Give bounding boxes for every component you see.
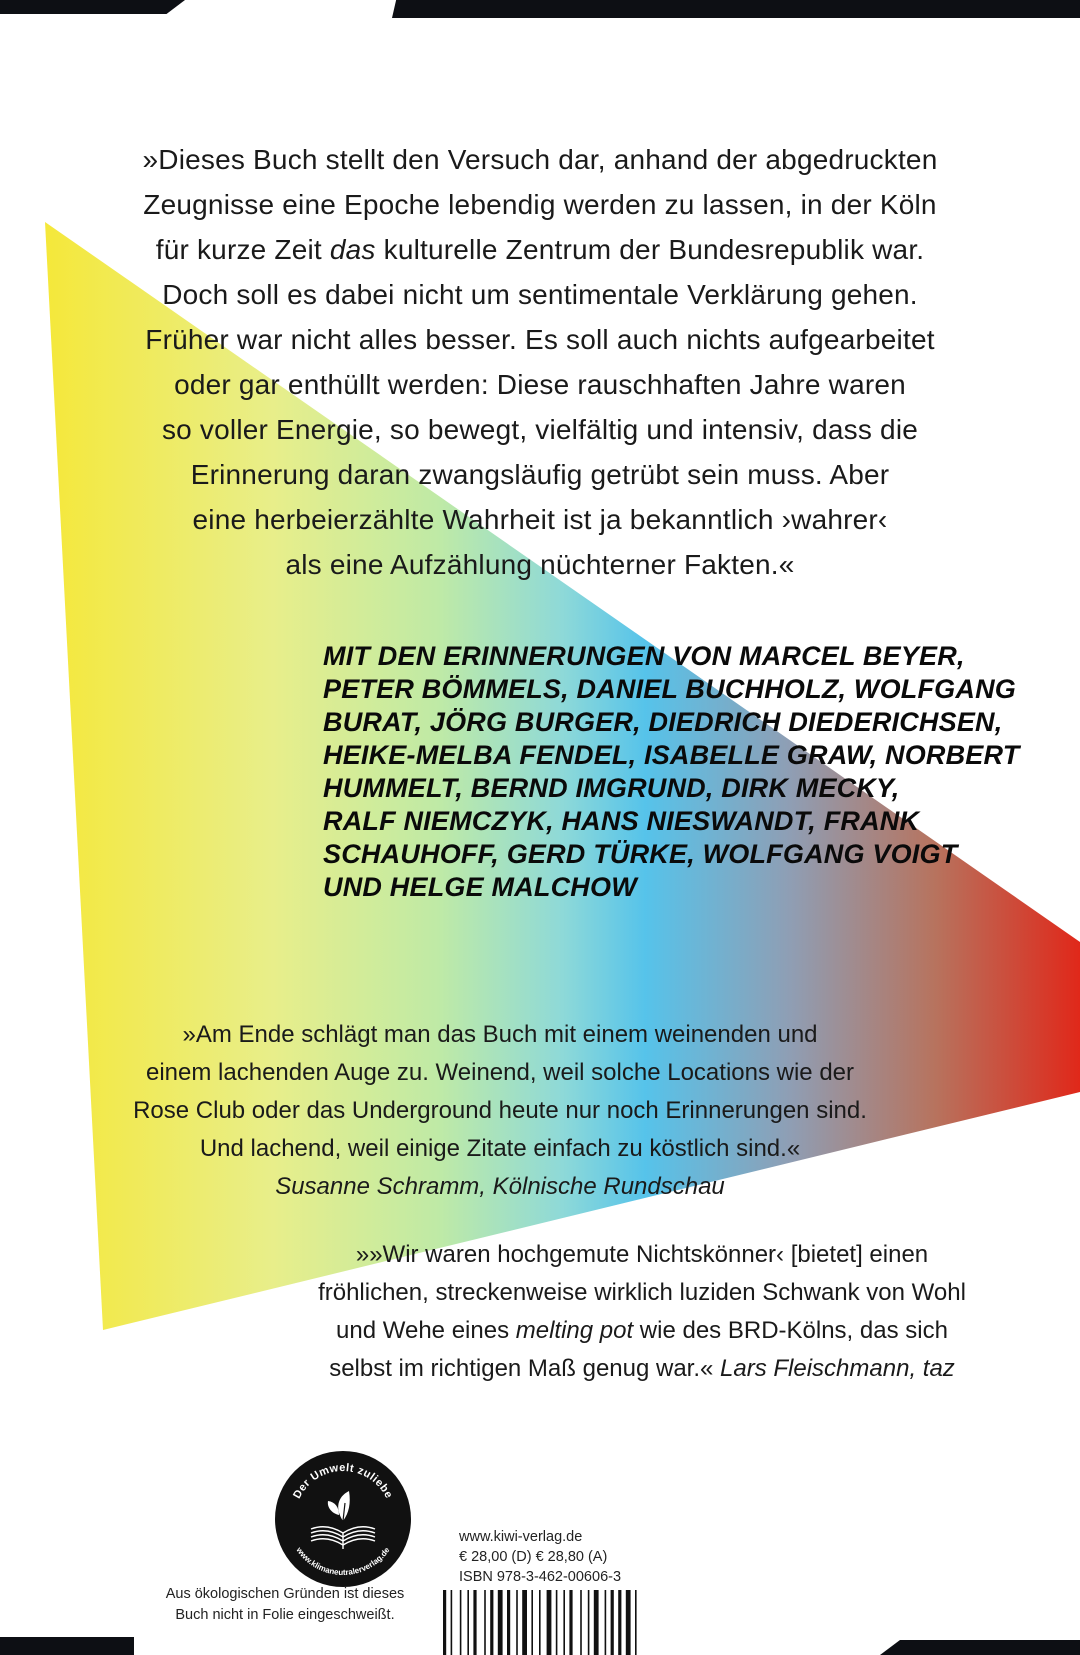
- barcode-bar: [467, 1590, 469, 1655]
- svg-text:www.klimaneutralerverlag.de: www.klimaneutralerverlag.de: [294, 1545, 392, 1578]
- climate-neutral-seal: [273, 1449, 413, 1589]
- quote-line: als eine Aufzählung nüchterner Fakten.«: [285, 549, 795, 580]
- barcode-bar: [635, 1590, 637, 1655]
- quote-line: Erinnerung daran zwangsläufig getrübt sein muss. Aber: [190, 459, 890, 490]
- price: € 28,00 (D) € 28,80 (A): [459, 1549, 608, 1565]
- review-fragment: selbst im richtigen Maß genug war.«: [329, 1355, 721, 1382]
- quote-line: »Dieses Buch stellt den Versuch dar, anhand der abgedruckten: [142, 144, 938, 175]
- barcode-bar: [451, 1590, 453, 1655]
- contributors-line: SCHAUHOFF, GERD TÜRKE, WOLFGANG VOIGT: [323, 839, 958, 869]
- contributors-line: RALF NIEMCZYK, HANS NIESWANDT, FRANK: [323, 806, 920, 836]
- barcode-bar: [611, 1590, 614, 1655]
- barcode-bar: [498, 1590, 503, 1655]
- review-line: [262, 1350, 1022, 1388]
- barcode-bar: [516, 1590, 518, 1655]
- contributors-line: HEIKE-MELBA FENDEL, ISABELLE GRAW, NORBERT: [323, 740, 1020, 770]
- contributors-line: MIT DEN ERINNERUNGEN VON MARCEL BEYER,: [323, 641, 965, 671]
- contributors-line: UND HELGE MALCHOW: [323, 872, 637, 902]
- quote-line: so voller Energie, so bewegt, vielfältig und intensiv, dass die: [161, 414, 919, 445]
- publisher-info: [459, 1527, 621, 1587]
- isbn: ISBN 978-3-462-00606-3: [459, 1569, 622, 1585]
- quote-line: eine herbeierzählte Wahrheit ist ja bekanntlich ›wahrer‹: [192, 504, 888, 535]
- review-taz: [262, 1236, 1022, 1388]
- barcode-bar: [594, 1590, 599, 1655]
- review-line: [262, 1312, 1022, 1350]
- review-line: »»Wir waren hochgemute Nichtskönner‹ [bietet] einen: [355, 1241, 929, 1268]
- barcode-bar: [473, 1590, 476, 1655]
- publisher-url: www.kiwi-verlag.de: [459, 1529, 583, 1545]
- barcode-bar: [626, 1590, 631, 1655]
- quote-line: [60, 227, 1020, 272]
- review-line: Rose Club oder das Underground heute nur noch Erinnerungen sind.: [133, 1097, 867, 1124]
- review-author: Lars Fleischmann, taz: [720, 1355, 955, 1382]
- review-line: »Am Ende schlägt man das Buch mit einem weinenden und: [182, 1021, 818, 1048]
- quote-fragment: kulturelle Zentrum der Bundesrepublik war.: [375, 234, 925, 265]
- quote-fragment: für kurze Zeit: [155, 234, 330, 265]
- quote-line: oder gar enthüllt werden: Diese rauschhaften Jahre waren: [174, 369, 906, 400]
- barcode-bar: [460, 1590, 462, 1655]
- barcode-bar: [563, 1590, 565, 1655]
- contributors-line: BURAT, JÖRG BURGER, DIEDRICH DIEDERICHSEN,: [323, 707, 1003, 737]
- seal-caption-line: Buch nicht in Folie eingeschweißt.: [175, 1607, 395, 1623]
- contributors-line: HUMMELT, BERND IMGRUND, DIRK MECKY,: [323, 773, 900, 803]
- barcode-bar: [443, 1590, 446, 1655]
- seal-caption: [150, 1584, 420, 1626]
- barcode-bar: [539, 1590, 541, 1655]
- barcode: [441, 1590, 681, 1655]
- barcode-bar: [580, 1590, 582, 1655]
- barcode-bar: [588, 1590, 590, 1655]
- contributors-list: [323, 640, 1043, 904]
- review-fragment: und Wehe eines: [336, 1317, 516, 1344]
- review-line: Und lachend, weil einige Zitate einfach zu köstlich sind.«: [199, 1135, 801, 1162]
- barcode-bar: [605, 1590, 607, 1655]
- review-line: einem lachenden Auge zu. Weinend, weil solche Locations wie der: [146, 1059, 854, 1086]
- review-author: Susanne Schramm, Kölnische Rundschau: [275, 1173, 725, 1200]
- barcode-bar: [618, 1590, 621, 1655]
- barcode-bar: [531, 1590, 533, 1655]
- review-fragment: wie des BRD-Kölns, das sich: [633, 1317, 948, 1344]
- contributors-line: PETER BÖMMELS, DANIEL BUCHHOLZ, WOLFGANG: [323, 674, 1016, 704]
- main-quote: [60, 137, 1020, 587]
- barcode-bar: [507, 1590, 510, 1655]
- review-emphasis: melting pot: [515, 1317, 634, 1344]
- barcode-bar: [490, 1590, 493, 1655]
- review-rundschau: [90, 1016, 910, 1206]
- review-line: fröhlichen, streckenweise wirklich luziden Schwank von Wohl: [318, 1279, 966, 1306]
- barcode-bar: [484, 1590, 486, 1655]
- barcode-bar: [569, 1590, 572, 1655]
- quote-emphasis: das: [329, 234, 376, 265]
- seal-caption-line: Aus ökologischen Gründen ist dieses: [165, 1586, 405, 1602]
- quote-line: Doch soll es dabei nicht um sentimentale Verklärung gehen.: [162, 279, 918, 310]
- barcode-bar: [522, 1590, 527, 1655]
- svg-text:Der Umwelt zuliebe: Der Umwelt zuliebe: [291, 1461, 395, 1501]
- quote-line: Zeugnisse eine Epoche lebendig werden zu lassen, in der Köln: [143, 189, 937, 220]
- barcode-bar: [547, 1590, 552, 1655]
- barcode-bar: [556, 1590, 558, 1655]
- quote-line: Früher war nicht alles besser. Es soll auch nichts aufgearbeitet: [145, 324, 935, 355]
